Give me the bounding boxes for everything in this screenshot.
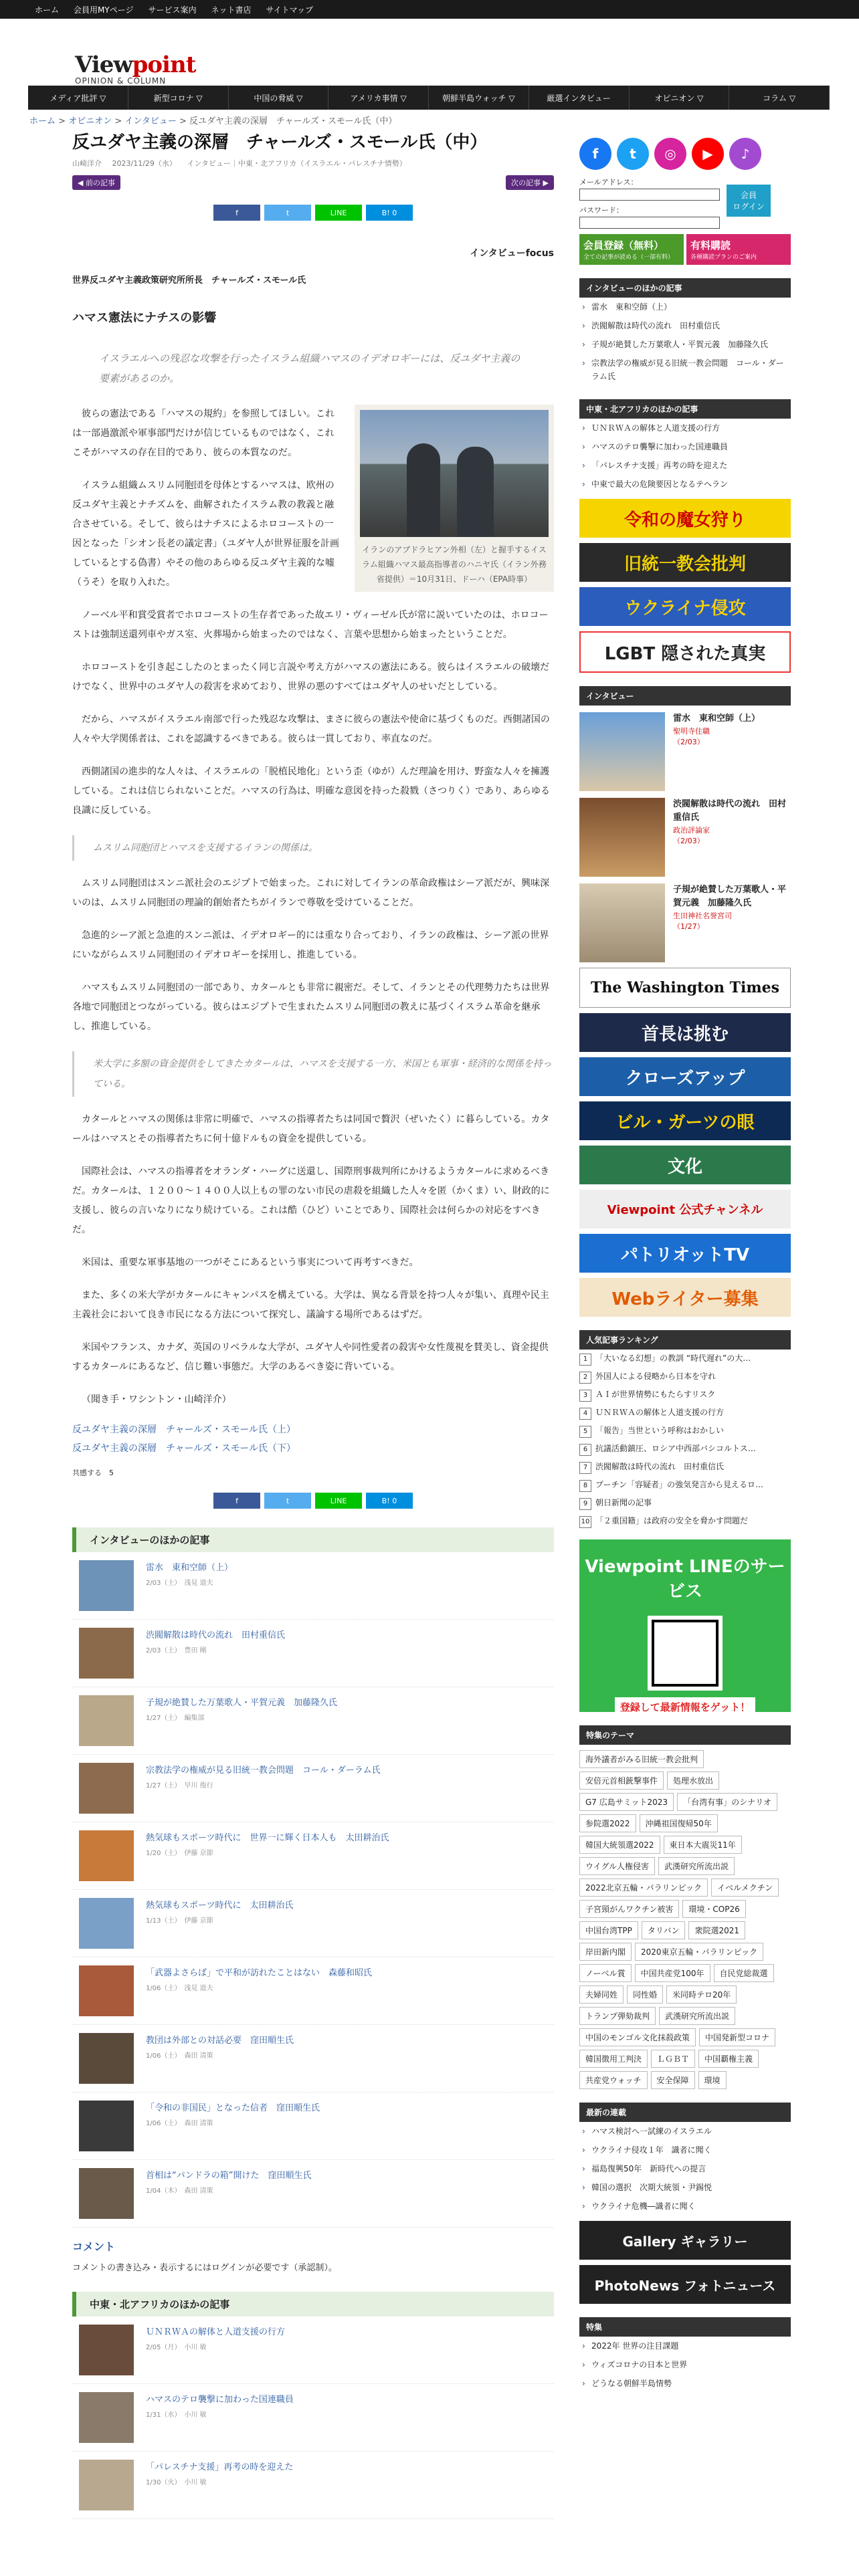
list-item[interactable] (72, 2025, 554, 2092)
article-thumbnail[interactable] (79, 2460, 134, 2510)
rank-title-link[interactable]: ＵＮＲＷＡの解体と人道支援の行方 (595, 1408, 725, 1417)
theme-title: 特集のテーマ (579, 1725, 791, 1745)
list-item[interactable]: › ウクライナ危機―識者に聞く (579, 2197, 791, 2216)
tag-item[interactable]: 子宮頸がんワクチン被害 (579, 1900, 679, 1918)
tag-item[interactable]: 韓国大統領選2022 (579, 1836, 660, 1854)
twitter-icon[interactable]: t (617, 138, 649, 170)
register-row (579, 234, 791, 265)
list-item[interactable]: › 福島復興50年 新時代への提言 (579, 2159, 791, 2178)
list-item-date: 1/27（土） 編集部 (146, 1715, 205, 1722)
list-item-date: 1/06（土） 森田 清策 (146, 2120, 213, 2127)
rank-number: 4 (579, 1408, 591, 1420)
body-paragraph: 急進的シーア派と急進的スンニ派は、イデオロギー的には重なり合っており、イランの政権は、シーア派の世界にいながらムスリム同胞団のイデオロギーを採用し、推進している。 (72, 930, 549, 960)
tag-item[interactable]: 安全保障 (651, 2071, 695, 2089)
list-item-date: 2/03（土） 浅見 道夫 (146, 1580, 213, 1587)
register-sub: 全ての記事が読める（一部有料） (583, 254, 674, 261)
article-thumbnail[interactable] (79, 1763, 134, 1814)
list-item-title[interactable]: ハマスのテロ襲撃に加わった国連職員 (146, 2395, 294, 2405)
body-paragraph: 米国やフランス、カナダ、英国のリベラルな大学が、ユダヤ人や同性愛者の殺害や女性蔑視を賛美し、資金提供するカタールにあるなど、信じ難い事態だ。大学のあるべき姿に背いている。 (72, 1342, 549, 1372)
body-paragraph: 西側諸国の進歩的な人々は、イスラエルの「脱植民地化」という歪（ゆが）んだ理論を用け、野蛮な人々を擁護している。これは信じられないことだ。ハマスの行為は、明確な意図を持った殺戮（さつりく）であり、あらゆる良識に反している。 (72, 766, 550, 816)
rank-title: 人気記事ランキング (579, 1330, 791, 1350)
tag-item[interactable]: 安倍元首相銃撃事件 (579, 1772, 664, 1790)
login-form (579, 177, 791, 229)
banner-lgbt[interactable]: LGBT 隠された真実 (579, 631, 791, 673)
body-paragraph: だから、ハマスがイスラエル南部で行った残忍な攻撃は、まさに彼らの憲法や使命に基づくものだ。西側諸国の人々や大学関係者は、これを認識するべきである。彼らは一貫しており、率直なのだ。 (72, 714, 550, 744)
topbar-sitemap[interactable]: サイトマップ (266, 5, 314, 15)
list-item-text (146, 1898, 293, 1925)
special-list (579, 2337, 791, 2393)
list-item-text (146, 1695, 337, 1722)
article-main (72, 131, 554, 2519)
nav-column[interactable]: コラム ▽ (729, 86, 830, 110)
more-mideast-list (72, 2317, 554, 2519)
list-item[interactable] (72, 1890, 554, 1957)
list-item-text (146, 2392, 294, 2419)
banner-culture[interactable]: 文化 (579, 1146, 791, 1184)
banner-mayor[interactable]: 首長は挑む (579, 1013, 791, 1052)
list-item-title[interactable]: 教団は外部との対話必要 窪田順生氏 (146, 2036, 294, 2046)
side-interview-title: インタビューのほかの記事 (579, 278, 791, 298)
latest-title: 最新の連載 (579, 2103, 791, 2122)
topbar-mypage[interactable]: 会員用MYページ (74, 5, 134, 15)
rank-item[interactable] (579, 1404, 791, 1422)
iv-author: 聖明寺住職 (673, 727, 710, 736)
rank-title-link[interactable]: 「大いなる幻想」の教訓 “時代遅れ”の大… (595, 1354, 751, 1363)
topbar-bookstore[interactable]: ネット書店 (211, 5, 252, 15)
article-byline: 世界反ユダヤ主義政策研究所所長 チャールズ・スモール氏 (72, 276, 306, 286)
list-item[interactable]: › どうなる朝鮮半島情勢 (579, 2374, 791, 2393)
list-item[interactable]: › 渋閥解散は時代の流れ 田村重信氏 (579, 316, 791, 335)
list-item[interactable]: › 中東で最大の危険要因となるテヘラン (579, 475, 791, 494)
list-item-text (146, 2460, 293, 2486)
question-block: ムスリム同胞団とハマスを支援するイランの関係は。 (72, 835, 554, 861)
banner-youtube[interactable]: Viewpoint 公式チャンネル (579, 1190, 791, 1228)
tag-item[interactable]: 東日本大震災11年 (664, 1836, 742, 1854)
password-field[interactable] (579, 217, 720, 229)
tag-item[interactable]: 米同時テロ20年 (666, 1985, 737, 2004)
body-paragraph: 米国は、重要な軍事基地の一つがそこにあるという事実について再考すべきだ。 (82, 1257, 419, 1268)
nav-korea[interactable]: 朝鮮半島ウォッチ ▽ (429, 86, 529, 110)
list-item-date: 1/06（土） 森田 清策 (146, 2052, 213, 2060)
list-item-title[interactable]: ＵＮＲＷＡの解体と人道支援の行方 (146, 2327, 286, 2337)
tag-item[interactable]: 中国発新型コロナ (699, 2028, 775, 2046)
list-item-date: 1/31（水） 小川 敏 (146, 2411, 207, 2419)
list-item-text (146, 2325, 285, 2351)
rank-item[interactable] (579, 1368, 791, 1386)
crumb-current: 反ユダヤ主義の深層 チャールズ・スモール氏（中） (189, 116, 397, 126)
rank-title-link[interactable]: 「報告」当世という呼称はおかしい (595, 1426, 725, 1435)
list-item-date: 1/30（火） 小川 敏 (146, 2479, 207, 2486)
article-photo (355, 405, 554, 592)
logo-subtitle: OPINION & COLUMN (75, 76, 167, 86)
nav-interview[interactable]: 厳選インタビュー (529, 86, 630, 110)
list-item-title[interactable]: 渋閥解散は時代の流れ 田村重信氏 (146, 1630, 286, 1640)
article-thumbnail[interactable] (79, 1560, 134, 1611)
tag-item[interactable]: 同性婚 (627, 1985, 663, 2004)
tag-item[interactable]: 沖縄祖国復帰50年 (640, 1814, 718, 1832)
main-nav (28, 86, 830, 110)
list-item[interactable] (72, 1552, 554, 1620)
article-heading: ハマス憲法にナチスの影響 (72, 311, 217, 325)
paid-button[interactable] (686, 234, 791, 265)
body-paragraph: 国際社会は、ハマスの指導者をオランダ・ハーグに送還し、国際刑事裁判所にかけるようカタールに求めるべきだ。カタールは、１２００～１４００人以上もの罪のない市民の虐殺を組織した人々を匿（かくま）い、財政的に支援し、彼らの言いなりになり続けている。これは酷（ひど）いことであり、国際社会は何らかの対応をすべきだ。 (72, 1166, 550, 1235)
logo-text-b: point (132, 51, 196, 78)
list-item[interactable]: › 雷水 東和空師（上） (579, 298, 791, 316)
tag-item[interactable]: 参院選2022 (579, 1814, 636, 1832)
list-item[interactable] (72, 2092, 554, 2160)
iv-title: 渋閥解散は時代の流れ 田村重信氏 (673, 799, 787, 823)
article-thumbnail[interactable] (79, 2392, 134, 2443)
social-icons (579, 138, 791, 170)
side-iv-title: インタビュー (579, 686, 791, 706)
list-item[interactable] (72, 2452, 554, 2519)
banner-writer[interactable]: Webライター募集 (579, 1278, 791, 1317)
iv-title: 雷水 東和空師（上） (673, 714, 761, 724)
rank-item[interactable] (579, 1476, 791, 1494)
tag-item[interactable]: イベルメクチン (711, 1879, 779, 1897)
series-links (72, 1420, 554, 1458)
rank-number: 9 (579, 1498, 591, 1510)
facebook-icon[interactable]: f (579, 138, 611, 170)
photo-image[interactable] (360, 410, 549, 537)
tag-item[interactable]: 自民党総裁選 (714, 1964, 774, 1982)
article-meta (72, 158, 554, 169)
tag-item[interactable]: 武漢研究所流出説 (658, 1857, 735, 1875)
line-subtitle: 登録して最新情報をゲット！ (615, 1697, 755, 1717)
body-paragraph: イスラム組織ムスリム同胞団を母体とするハマスは、欧州の反ユダヤ主義とナチズムを、曲解されたイスラム教の教義と融合させている。そして、彼らはナチスによるホロコーストの一因となった「シオン長老の議定書」（ユダヤ人が世界征服を計画しているとする偽書）やその他のあらゆる反ユダヤ主義的な嘘（うそ）を取り入れた。 (72, 480, 339, 588)
body-paragraph: ホロコーストを引き起こしたのとまったく同じ言説や考え方がハマスの憲法にある。彼らはイスラエルの破壊だけでなく、世界中のユダヤ人の殺害を求めており、世界の悪のすべてはユダヤ人のせいだとしている。 (72, 662, 550, 692)
line-share-button[interactable]: LINE (315, 1493, 362, 1509)
rank-item[interactable] (579, 1350, 791, 1368)
tag-item[interactable]: G7 広島サミット2023 (579, 1793, 674, 1811)
banner-ukraine[interactable]: ウクライナ侵攻 (579, 587, 791, 626)
article-lead: イスラエルへの残忍な攻撃を行ったイスラム組織ハマスのイデオロギーには、反ユダヤ主義の要素があるのか。 (99, 352, 520, 385)
article-thumbnail[interactable] (79, 1695, 134, 1746)
article-thumbnail[interactable] (79, 1965, 134, 2016)
facebook-share-button[interactable]: f (213, 205, 260, 221)
list-item-title[interactable]: 宗教法学の権威が見る旧統一教会問題 コール・ダーラム氏 (146, 1765, 381, 1776)
article-thumbnail[interactable] (79, 2101, 134, 2151)
tag-item[interactable]: 環境・COP26 (682, 1900, 745, 1918)
list-item[interactable]: › ＵＮＲＷＡの解体と人道支援の行方 (579, 419, 791, 437)
nav-corona[interactable]: 新型コロナ ▽ (128, 86, 229, 110)
rank-number: 1 (579, 1354, 591, 1366)
list-item-text (146, 2033, 294, 2060)
body-paragraph: カタールとハマスの関係は非常に明確で、ハマスの指導者たちは同国で贅沢（ぜいたく）に暮らしている。カタールはハマスとその指導者たちに何十億ドルもの資金を提供している。 (72, 1114, 550, 1144)
share-bar-top (72, 205, 554, 221)
rank-item[interactable] (579, 1512, 791, 1530)
crumb-interview[interactable]: インタビュー (124, 116, 177, 126)
tag-item[interactable]: 2020東京五輪・パラリンピック (635, 1943, 763, 1961)
list-item[interactable] (72, 2317, 554, 2384)
tag-item[interactable]: タリバン (642, 1921, 686, 1939)
line-service-banner[interactable] (579, 1539, 791, 1712)
sidebar (579, 138, 791, 2393)
gallery-banner[interactable]: Gallery ギャラリー (579, 2221, 791, 2260)
list-item-date: 2/05（月） 小川 敏 (146, 2344, 207, 2351)
article-thumbnail[interactable] (79, 1830, 134, 1881)
list-item-date: 1/13（土） 伊藤 京節 (146, 1917, 213, 1925)
list-item-title[interactable]: 首相は“パンドラの箱”開けた 窪田順生氏 (146, 2171, 312, 2181)
email-field[interactable] (579, 189, 720, 201)
rank-number: 2 (579, 1372, 591, 1384)
register-label: 会員登録（無料） (583, 239, 664, 251)
list-item-text (146, 1763, 381, 1790)
tag-item[interactable]: 環境 (698, 2071, 727, 2089)
article-kicker: インタビューfocus (470, 248, 554, 259)
rank-item[interactable] (579, 1440, 791, 1458)
list-item-title[interactable]: 「パレスチナ支援」再考の時を迎えた (146, 2462, 294, 2472)
tag-item[interactable]: 中国共産党100年 (635, 1964, 710, 1982)
photo-caption: イランのアブドラヒアン外相（左）と握手するイスラム組織ハマス最高指導者のハニヤ氏（イラン外務省提供）＝10月31日、ドーハ（EPA時事） (362, 545, 547, 584)
tag-item[interactable]: ノーベル賞 (579, 1964, 632, 1982)
list-item[interactable]: › ウィズコロナの日本と世界 (579, 2355, 791, 2374)
rank-title-link[interactable]: 渋閥解散は時代の流れ 田村重信氏 (595, 1462, 725, 1471)
rank-number: 5 (579, 1426, 591, 1438)
list-item[interactable] (72, 1687, 554, 1755)
tag-item[interactable]: トランプ弾劾裁判 (579, 2007, 656, 2025)
banner-bill-gertz[interactable]: ビル・ガーツの眼 (579, 1101, 791, 1140)
rank-title-link[interactable]: 朝日新聞の記事 (595, 1498, 652, 1507)
question-block: 米大学に多額の資金提供をしてきたカタールは、ハマスを支援する一方、米国とも軍事・経済的な関係を持っている。 (72, 1051, 554, 1097)
tag-item[interactable]: 中国台湾TPP (579, 1921, 638, 1939)
rank-number: 3 (579, 1390, 591, 1402)
iv-author: 政治評論家 (673, 826, 710, 835)
side-iv-item[interactable] (579, 798, 791, 877)
rank-item[interactable] (579, 1422, 791, 1440)
facebook-share-button[interactable]: f (213, 1493, 260, 1509)
tag-item[interactable]: 岸田新内閣 (579, 1943, 632, 1961)
list-item[interactable] (72, 2160, 554, 2228)
logo-text-a: View (75, 51, 132, 78)
iv-date: （2/03） (673, 837, 704, 845)
more-mideast-title: 中東・北アフリカのほかの記事 (72, 2292, 554, 2317)
article-thumbnail[interactable] (79, 2168, 134, 2219)
youtube-icon[interactable]: ▶ (692, 138, 724, 170)
list-item-title[interactable]: 子規が絶賛した万葉歌人・平賀元義 加藤隆久氏 (146, 1698, 338, 1708)
side-iv-item[interactable] (579, 712, 791, 791)
qr-code (648, 1616, 723, 1691)
share-bar-bottom (72, 1493, 554, 1509)
list-item[interactable]: › 「パレスチナ支援」再考の時を迎えた (579, 456, 791, 475)
line-share-button[interactable]: LINE (315, 205, 362, 221)
like-button[interactable]: 共感する 5 (72, 1469, 114, 1477)
series-link-3[interactable]: 反ユダヤ主義の深層 チャールズ・スモール氏（下） (72, 1443, 296, 1454)
article-date: 2023/11/29（水） (112, 159, 177, 168)
iv-title: 子規が絶賛した万葉歌人・平賀元義 加藤隆久氏 (673, 885, 787, 908)
tag-item[interactable]: 共産党ウォッチ (579, 2071, 648, 2089)
list-item[interactable]: › ウクライナ侵攻１年 識者に聞く (579, 2141, 791, 2159)
article-thumbnail[interactable] (79, 2325, 134, 2375)
nav-america[interactable]: アメリカ事情 ▽ (328, 86, 429, 110)
list-item-title[interactable]: 熱気球もスポーツ時代に 世界一に輝く日本人も 太田耕治氏 (146, 1833, 389, 1843)
more-interview-list (72, 1552, 554, 2228)
list-item-text (146, 1628, 285, 1654)
rank-number: 8 (579, 1480, 591, 1492)
body-paragraph: ノーベル平和賞受賞者でホロコーストの生存者であった故エリ・ヴィーゼル氏が常に説いていたのは、ホロコーストは強制送還列車やガス室、火葬場から始まったのではなく、言葉や思想から始まったということだ。 (72, 610, 549, 640)
side-mideast-list (579, 419, 791, 494)
iv-date: （1/27） (673, 922, 704, 931)
tag-item[interactable]: 海外議者がみる旧統一教会批判 (579, 1750, 704, 1768)
tag-item[interactable]: 中国のモンゴル文化抹殺政策 (579, 2028, 696, 2046)
comment-title: コメント (72, 2240, 116, 2253)
site-header (0, 19, 859, 86)
nav-media[interactable]: メディア批評 ▽ (28, 86, 128, 110)
rank-number: 6 (579, 1444, 591, 1456)
rank-title-link[interactable]: 外国人による侵略から日本を守れ (595, 1372, 717, 1381)
list-item[interactable]: › 2022年 世界の注目課題 (579, 2337, 791, 2355)
list-item-date: 1/20（土） 伊藤 京節 (146, 1850, 213, 1857)
iv-thumbnail[interactable] (579, 798, 665, 877)
article-title: 反ユダヤ主義の深層 チャールズ・スモール氏（中） (72, 132, 488, 152)
tag-item[interactable]: 衆院選2021 (688, 1921, 745, 1939)
article-thumbnail[interactable] (79, 1628, 134, 1679)
rank-list (579, 1350, 791, 1530)
banner-closeup[interactable]: クローズアップ (579, 1057, 791, 1096)
iv-author: 生田神社名誉宮司 (673, 911, 732, 920)
list-item-date: 1/06（土） 浅見 道夫 (146, 1985, 213, 1992)
next-article-button[interactable]: 次の記事 ▶ (506, 175, 554, 190)
site-logo[interactable] (75, 53, 195, 86)
paid-label: 有料購読 (690, 239, 731, 251)
side-mideast-title: 中東・北アフリカのほかの記事 (579, 399, 791, 419)
side-interview-list (579, 298, 791, 386)
article-body (72, 405, 554, 1410)
tag-item[interactable]: 処理水放出 (667, 1772, 719, 1790)
banner-patriot-tv[interactable]: パトリオットTV (579, 1234, 791, 1273)
crumb-home[interactable]: ホーム (29, 116, 56, 126)
list-item[interactable] (72, 1822, 554, 1890)
list-item-text (146, 1560, 233, 1587)
hatena-share-button[interactable]: B! 0 (366, 205, 413, 221)
register-button[interactable] (579, 234, 684, 265)
podcast-icon[interactable]: ♪ (729, 138, 761, 170)
tag-item[interactable]: 夫婦同姓 (579, 1985, 624, 2004)
rank-number: 10 (579, 1516, 591, 1528)
comment-note: コメントの書き込み・表示するにはログインが必要です（承認制）。 (72, 2263, 337, 2273)
list-item[interactable] (72, 1620, 554, 1687)
tag-item[interactable]: 韓国徴用工判決 (579, 2050, 648, 2068)
rank-item[interactable] (579, 1494, 791, 1512)
list-item-date: 1/27（土） 早川 俊行 (146, 1782, 213, 1790)
more-interview-title: インタビューのほかの記事 (72, 1527, 554, 1552)
paid-sub: 各種購読プランのご案内 (690, 254, 757, 261)
body-paragraph: ムスリム同胞団はスンニ派社会のエジプトで始まった。これに対してイランの革命政権はシーア派だが、興味深いのは、ムスリム同胞団の理論的創始者たちがイランで尊敬を受けていることだ。 (72, 878, 550, 908)
list-item[interactable] (72, 2384, 554, 2452)
special-title: 特集 (579, 2317, 791, 2337)
list-item[interactable] (72, 1755, 554, 1822)
rank-number: 7 (579, 1462, 591, 1474)
photonews-banner[interactable]: PhotoNews フォトニュース (579, 2265, 791, 2304)
list-item-title[interactable]: 「令和の非国民」となった信者 窪田順生氏 (146, 2103, 320, 2113)
list-item[interactable]: › 子規が絶賛した万葉歌人・平賀元義 加藤隆久氏 (579, 335, 791, 354)
list-item[interactable]: › ハマス検討へ一試練のイスラエル (579, 2122, 791, 2141)
twitter-share-button[interactable]: t (264, 1493, 311, 1509)
breadcrumb: ホーム > オピニオン > インタビュー > 反ユダヤ主義の深層 チャールズ・スモール氏（中） (29, 116, 397, 126)
tag-list (579, 1750, 791, 2089)
tag-item[interactable]: 武漢研究所流出説 (659, 2007, 735, 2025)
line-title: Viewpoint LINEのサービス (585, 1557, 785, 1602)
nav-opinion[interactable]: オピニオン ▽ (630, 86, 730, 110)
nav-china[interactable]: 中国の脅威 ▽ (229, 86, 329, 110)
body-paragraph: ハマスもムスリム同胞団の一部であり、カタールとも非常に親密だ。そして、イランとその代理勢力たちは世界各地で同胞団とつながっている。彼らはエジプトで生まれたムスリム同胞団の教えに基づくイスラム革命を継承し、推進している。 (72, 982, 550, 1032)
tag-item[interactable]: ウイグル人権侵害 (579, 1857, 655, 1875)
rank-item[interactable] (579, 1458, 791, 1476)
topbar-service[interactable]: サービス案内 (148, 5, 197, 15)
login-button[interactable]: 会員 ログイン (727, 185, 771, 217)
tag-item[interactable]: 2022北京五輪・パラリンピック (579, 1879, 708, 1897)
article-closing: （聞き手・ワシントン・山崎洋介） (82, 1394, 231, 1405)
rank-title-link[interactable]: 抗議活動鎮圧、ロシア中西部バシコルトス… (595, 1444, 756, 1453)
list-item[interactable]: › 宗教法学の権威が見る旧統一教会問題 コール・ダーラム氏 (579, 354, 791, 386)
banner-witch-hunt[interactable]: 令和の魔女狩り (579, 499, 791, 538)
iv-thumbnail[interactable] (579, 712, 665, 791)
list-item-text (146, 2101, 320, 2127)
article-author[interactable]: 山崎洋介 (72, 159, 102, 168)
list-item[interactable]: › 韓国の選択 次期大統領・尹錫悦 (579, 2178, 791, 2197)
iv-date: （2/03） (673, 738, 704, 746)
tag-item[interactable]: 「台湾有事」のシナリオ (677, 1793, 777, 1811)
rank-title-link[interactable]: ＡＩが世界情勢にもたらすリスク (595, 1390, 716, 1399)
email-label: メールアドレス： (579, 178, 638, 187)
list-item-text (146, 2168, 311, 2195)
body-paragraph: 彼らの憲法である「ハマスの規約」を参照してほしい。これは一部過激派や軍事部門だけが信じているものではなく、これこそがハマスの存在目的であり、彼らの本質なのだ。 (72, 409, 335, 458)
banner-washington-times[interactable]: The Washington Times (579, 968, 791, 1008)
crumb-opinion[interactable]: オピニオン (68, 116, 112, 126)
article-thumbnail[interactable] (79, 1898, 134, 1949)
instagram-icon[interactable]: ◎ (654, 138, 686, 170)
password-label: パスワード： (579, 206, 624, 215)
prev-article-button[interactable]: ◀ 前の記事 (72, 175, 120, 190)
body-paragraph: また、多くの米大学がカタールにキャンパスを構えている。大学は、異なる背景を持つ人々が集い、真理や民主主義社会において良き市民になる方法について探究し、議論する場所であるはずだ。 (72, 1290, 549, 1320)
list-item[interactable] (72, 1957, 554, 2025)
list-item-title[interactable]: 熱気球もスポーツ時代に 太田耕治氏 (146, 1901, 294, 1911)
topbar-home[interactable]: ホーム (35, 5, 60, 15)
series-link-1[interactable]: 反ユダヤ主義の深層 チャールズ・スモール氏（上） (72, 1424, 296, 1435)
article-category[interactable]: インタビュー｜中東・北アフリカ（イスラエル・パレスチナ情勢） (187, 159, 407, 168)
list-item-title[interactable]: 「武器よさらば」で平和が訪れたことはない 森藤和昭氏 (146, 1968, 373, 1978)
list-item-text (146, 1965, 372, 1992)
list-item-title[interactable]: 雷水 東和空師（上） (146, 1563, 233, 1573)
rank-item[interactable] (579, 1386, 791, 1404)
article-thumbnail[interactable] (79, 2033, 134, 2084)
list-item-text (146, 1830, 389, 1857)
banner-unification[interactable]: 旧統一教会批判 (579, 543, 791, 582)
iv-thumbnail[interactable] (579, 883, 665, 962)
hatena-share-button[interactable]: B! 0 (366, 1493, 413, 1509)
side-iv-item[interactable] (579, 883, 791, 962)
tag-item[interactable]: ＬＧＢＴ (651, 2050, 695, 2068)
rank-title-link[interactable]: 「２重国籍」は政府の安全を脅かす問題だ (595, 1516, 749, 1525)
article-pager (72, 175, 554, 190)
list-item-date: 2/03（土） 豊田 剛 (146, 1647, 207, 1654)
tag-item[interactable]: 中国覇権主義 (698, 2050, 759, 2068)
twitter-share-button[interactable]: t (264, 205, 311, 221)
list-item-date: 1/04（木） 森田 清策 (146, 2187, 213, 2195)
top-bar (0, 0, 859, 19)
list-item[interactable]: › ハマスのテロ襲撃に加わった国連職員 (579, 437, 791, 456)
rank-title-link[interactable]: プーチン「容疑者」の強気発言から見えるロ… (595, 1480, 764, 1489)
latest-list (579, 2122, 791, 2216)
